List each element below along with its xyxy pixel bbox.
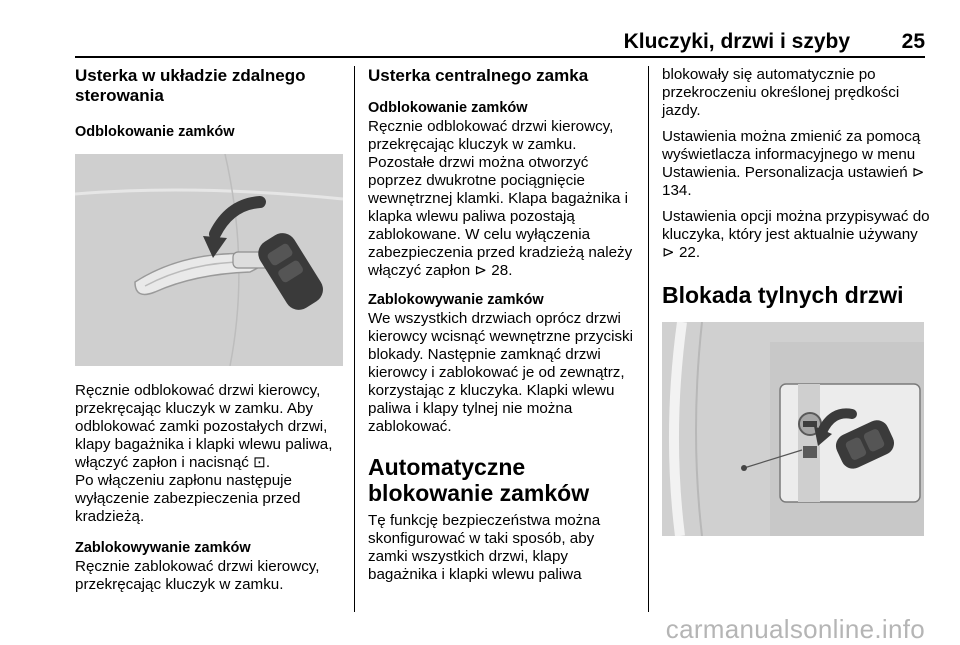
paragraph: Ustawienia można zmienić za pomocą wyświetlacza informacyjnego w menu Ustawienia. Personalizacja ustawień ⊳ 134. xyxy=(662,128,925,199)
figure-rear-door-lock xyxy=(662,322,924,536)
column-divider xyxy=(648,66,649,612)
header-rule xyxy=(75,56,925,58)
page-number: 25 xyxy=(901,30,925,53)
subheading-lock: Zablokowywanie zamków xyxy=(368,292,544,308)
paragraph: We wszystkich drzwiach oprócz drzwi kierowcy wcisnąć wewnętrzne przyciski blokady. Następnie zamknąć drzwi kierowcy i zablokować je od zewnątrz, korzystając z kluczyka. Klapki wlewu paliwa i klapy tylnej nie można zablokować. xyxy=(368,310,634,435)
section-heading: Usterka w układzie zdalnego sterowania xyxy=(75,66,306,105)
subheading-unlock: Odblokowanie zamków xyxy=(368,100,528,116)
paragraph: Ustawienia opcji można przypisywać do kluczyka, który jest aktualnie używany ⊳ 22. xyxy=(662,208,930,261)
paragraph: Tę funkcję bezpieczeństwa można skonfigurować w taki sposób, aby zamki wszystkich drzwi, klapy bagażnika i klapki wlewu paliwa xyxy=(368,512,601,583)
rear-door-lock-illustration xyxy=(662,322,924,536)
column-3 xyxy=(662,66,930,536)
paragraph: Ręcznie zablokować drzwi kierowcy, przekręcając kluczyk w zamku. xyxy=(75,558,320,593)
section-heading-large: Automatyczne blokowanie zamków xyxy=(368,454,590,506)
subheading-lock: Zablokowywanie zamków xyxy=(75,540,251,556)
paragraph: Ręcznie odblokować drzwi kierowcy, przekręcając kluczyk w zamku. Pozostałe drzwi można otworzyć poprzez dwukrotne pociągnięcie wewnętrznej klamki. Klapa bagażnika i klapka wlewu paliwa pozostają zablokowane. W celu wyłączenia zabezpieczenia przed kradzieżą należy włączyć zapłon ⊳ 28. xyxy=(368,118,633,279)
page-header-title: Kluczyki, drzwi i szyby xyxy=(623,30,850,53)
paragraph: Ręcznie odblokować drzwi kierowcy, przekręcając kluczyk w zamku. Aby odblokować zamki pozostałych drzwi, klapy bagażnika i klapki wlewu paliwa, włączyć zapłon i nacisnąć ⊡. xyxy=(75,382,333,471)
section-heading: Usterka centralnego zamka xyxy=(368,66,589,85)
door-handle-illustration xyxy=(75,154,343,366)
section-heading-large: Blokada tylnych drzwi xyxy=(662,282,904,308)
paragraph: Po włączeniu zapłonu następuje wyłączenie zabezpieczenia przed kradzieżą. xyxy=(75,472,301,525)
subheading-unlock: Odblokowanie zamków xyxy=(75,124,235,140)
watermark: carmanualsonline.info xyxy=(665,614,925,644)
column-1 xyxy=(75,66,343,594)
figure-door-handle-key xyxy=(75,154,343,366)
paragraph: blokowały się automatycznie po przekroczeniu określonej prędkości jazdy. xyxy=(662,66,900,119)
column-divider xyxy=(354,66,355,612)
column-2 xyxy=(368,66,636,584)
